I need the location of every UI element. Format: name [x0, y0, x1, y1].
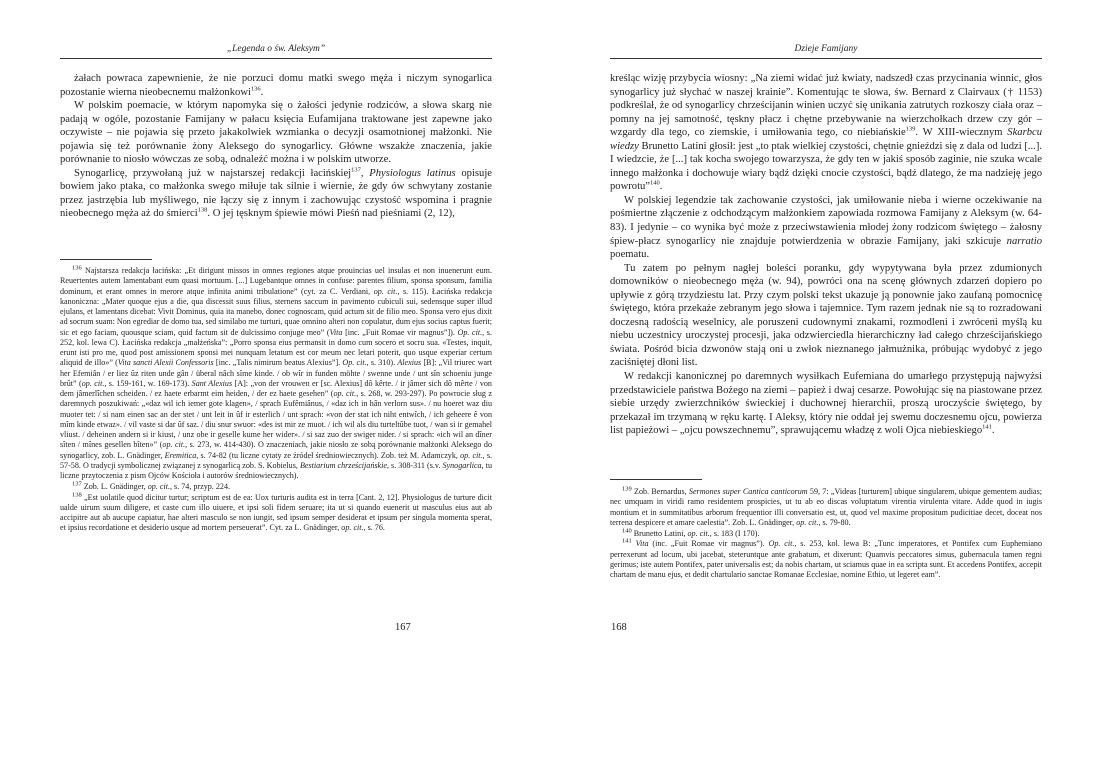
- footnote: [60, 482, 492, 492]
- text-run: (inc. „Fuit Romae vir magnus”).: [648, 539, 769, 549]
- running-head-left: „Legenda o św. Aleksym”: [226, 44, 326, 54]
- text-run: op. cit.: [333, 389, 357, 398]
- paragraph: [610, 194, 1042, 262]
- text-run: [inc. „Fuit Romae vir magnus”]).: [342, 327, 458, 337]
- footnote: [610, 526, 1042, 539]
- paragraph: [610, 72, 1042, 194]
- footnote-marker: 140: [622, 526, 632, 534]
- header-rule-right: [610, 58, 1042, 59]
- footnote: [60, 490, 492, 534]
- text-run: op. cit.: [147, 481, 170, 491]
- text-run: kreśląc wizję przybycia wiosny: „Na ziemi widać już kwiaty, nadszedł czas przycinania winnic, głos synogarlicy już słychać w naszej krainie”. Komentując te słowa, św. Bernard z Clairvaux († 1153) podkreślał, że od synogarlicy chrześcijanin winien uczyć się unikania zatrutych rozkoszy ciała oraz – pomny na jej samotność, tęskny płacz i chętne przebywanie na wierzchołkach drzew czy gór – wzgardy dla tego, co ziemskie, i umiłowania tego, co niebiańskie: [610, 73, 1042, 139]
- page-number-right: 168: [611, 622, 627, 633]
- text-run: Sermones super Cantica canticorum: [688, 487, 808, 496]
- paragraph: [610, 370, 1042, 438]
- text-run: , s. 253, kol. lewa B: „Tunc imperatores, et Pontifex cum Euphemiano perrexerunt ad locum, ubi jacebat, steteruntque ante grabatum, et dixerunt: Quamvis peccatores simus, gubernacula tamen regni gerimus; iste autem Pontifex, pater universalis est; da nobis chartam, ut sciamus quae in ea scripta sunt. Et accedens Pontifex, accepit chartam de manu ejus, et dedit chartulario sanctae Romanae Ecclesiae, nomine Ethio, ut legeret eam”.: [610, 539, 1043, 579]
- right-footnotes: [610, 487, 1042, 581]
- footnote-marker: 137: [351, 166, 361, 174]
- footnote: [610, 487, 1042, 528]
- text-run: 59, 7: „Videas [turturem] ubique singularem, ubique gementem audias; nec umquam in viridi ramo residentem prospicies, ut tu ab eo discas voluptatum virentia virulenta vitare. Adde quod in iugis montium et in summitatibus arborum frequentior illi conversatio est, ut, quod vel maxime propositum pudicitiae decet, doceat nos terrena despicere et amare caelestia”. Zob. L. Gnädinger,: [610, 487, 1042, 527]
- text-run: Synogarlica: [442, 460, 482, 470]
- text-run: Vita: [329, 327, 343, 337]
- footnote-marker: 139: [905, 125, 916, 133]
- text-run: , s. 79-80.: [818, 517, 851, 527]
- text-run: Alexius: [397, 358, 422, 368]
- footnote-marker: 138: [197, 206, 208, 214]
- text-run: W polskiej legendzie tak zachowanie czystości, jak umiłowanie nieba i wierne oczekiwanie na pośmiertne złączenie z odchodzącym małżonkiem zapowiada rozmowa Famijany z Aleksym (w. 64-83). I jedynie – co wynika być może z przeciwstawienia młodej żony rodzicom świętego – żałosny śpiew-płacz synogarlicy nie znajduje potwierdzenia w obrazie Famijany, jaki szkicuje: [610, 194, 1042, 247]
- text-run: ,: [360, 167, 370, 179]
- text-run: , s. 308-311 (s.v.: [386, 460, 443, 470]
- text-run: , s. 252, kol. lewa C). Łacińska redakcja „małżeńska”: „Porro sponsa eius permansit in domo cum socero et socru sua. «Testes, inquit, erunt isti pro me, quod post amissionem sponsi mei nunquam letatum est cor meum nec letari poterit, quo usque experiar certum aliquid de illo»” (: [60, 327, 492, 368]
- text-run: narratio: [1006, 235, 1042, 247]
- text-run: Vita: [635, 539, 649, 549]
- footnote-marker: 138: [72, 490, 82, 498]
- text-run: op. cit.: [341, 523, 364, 533]
- text-run: Op. cit.: [768, 539, 795, 549]
- text-run: op. cit.: [687, 528, 710, 538]
- text-run: .: [260, 86, 264, 98]
- left-footnotes: [60, 266, 492, 534]
- text-run: W redakcji kanonicznej po daremnych wysiłkach Eufemiana do umarłego przystępują najwyżsi przedstawiciele państwa Bożego na ziemi – papież i dwaj cesarze. Powołując się na piastowane przez siebie urzędy zwierzchników świeckiej i duchownej hierarchii, proszą uroczyście świętego, by przekazał im trzymaną w ręku kartę. I Aleksy, który nie oddał jej swemu doczesnemu ojcu, powierza list papieżowi – „ojcu powszechnemu”, sprawującemu władzę z woli Ojca niebieskiego: [610, 371, 1042, 437]
- running-head-right: Dzieje Famijany: [794, 44, 858, 54]
- left-body-text: [60, 72, 492, 221]
- paragraph: [610, 262, 1042, 370]
- text-run: Sant Alexius: [191, 378, 233, 388]
- text-run: , s. 76.: [363, 523, 385, 533]
- text-run: Physiologus latinus: [369, 167, 456, 179]
- footnote-marker: 137: [72, 480, 82, 488]
- paragraph: [60, 167, 492, 221]
- page-number-left: 167: [395, 622, 411, 633]
- text-run: op. cit.: [460, 450, 483, 460]
- text-run: Tu zatem po pełnym nagłej boleści poranku, gdy wypytywana była przez zdumionych domowników o nieobecnego męża (w. 94), powróci ona na scenę głównych zdarzeń dopiero po upływie z górą trzydziestu lat. Przy czym polski tekst ukazuje ją ponownie jako zaufaną pomocnicę świętego, która przekaże zebranym jego słowa i tajemnice. Tym razem jednak nie są to rozradowani doczesną radością weselnicy, ale poruszeni cudownymi znakami, rozmodleni i zwróceni myślą ku niebu uczestnicy uroczystej procesji, jaka odzwierciedla hierarchiczny ład całego chrześcijańskiego świata. Pośród bicia dzwonów stają oni u zwłok nieznanego jałmużnika, próbując wydobyć z jego zaciśniętej dłoni list.: [610, 262, 1042, 369]
- text-run: Bestiarium chrześcijańskie: [299, 460, 387, 470]
- right-body-text: [610, 72, 1042, 438]
- text-run: .: [991, 425, 995, 437]
- footnote-marker: 139: [622, 485, 632, 493]
- text-run: op. cit.: [81, 378, 105, 388]
- text-run: Eremitica: [164, 450, 197, 460]
- text-run: W polskim poemacie, w którym napomyka się o żałości jedynie rodziców, a słowa skarg nie padają w ogóle, pozostanie Famijany w pałacu księcia Eufamijana traktowane jest zapewne jako oczywiste – nie pojawia się przeto jakakolwiek wzmianka o decyzji osamotnionej małżonki. Nie pojawia się też porównanie żony Aleksego do synogarlicy. Główne wszakże znaczenia, jakie porównanie to niosło wówczas ze sobą, odnaleźć można i w polskim utworze.: [60, 100, 492, 166]
- text-run: Brunetto Latini,: [631, 528, 688, 538]
- text-run: Synogarlicę, przywołaną już w najstarszej redakcji łacińskiej: [74, 167, 352, 179]
- text-run: [B]: „Vil triurec wart her Efemiân / er liez ûz riten unde gân / überal nâch sîme kinde. / ob wîr in funden möhte / swenne unde / unt sîn schoeniu junge brût” (: [60, 358, 492, 388]
- text-run: , s. 268, w. 293-297). Po powrocie sług z daremnych poszukiwań: „«daz wil ich iemer gote klagen», / sprach Eufêmiânus, / «daz ich in hân verlorn sus». / nu hoeret waz diu muoter tet: / si nam einen sac an der stet / unt leit in ûf ir esterlich / unt sprach: «von der stat ich niht entwîch, / ich geheere ê von mîm kinde etwaz». / vil vaste si dar ûf saz. / diu snur swuor: «des ist mir ze muot. / ich wil als diu turteltûbe tuot, / wan si ir gemahel vliust. / deheinen andern si ir kiust, / unz obe ir geselle kume her wider». / si saz zuo der swiger nider. / si sprach: «ich wil an dîner sîten / mînes gesellen bîten»” (: [60, 389, 492, 450]
- text-run: poematu.: [610, 249, 650, 261]
- footnote-rule-left: [60, 259, 152, 260]
- text-run: op. cit.: [796, 517, 819, 527]
- text-run: . W XIII-wiecznym: [915, 127, 1008, 139]
- footnote-marker: 136: [250, 85, 261, 93]
- footnote: [60, 266, 492, 481]
- text-run: Op. cit.: [342, 358, 367, 368]
- text-run: Op. cit.: [457, 327, 483, 337]
- text-run: żałach powraca zapewnienie, że nie porzuci domu matki swego męża i niczym synogarlica pozostanie wierna nieobecnemu małżonkowi: [60, 73, 492, 98]
- text-run: Skarbcu wiedzy: [610, 127, 1043, 152]
- footnote-marker: 136: [72, 264, 82, 272]
- text-run: „Est uolatile quod dicitur turtur; scriptum est de ea: Uox turturis audita est in terra [Cant. 2, 12]. Physiologus de turture dicit ualde uirum suum diligere, et caste cum illo uiuere, et ipsi soli fidem seruare; ita ut si quando euenerit ut masculus eius aut ab accipitre aut ab aucupe capiatur, hae alteri masculo se non iungit, sed ipsum semper desiderat et ipsum per singula momenta sperat, et ipsius recordatione et desiderio usque ad mortem perseuerat”. Cyt. za L. Gnädinger,: [60, 492, 492, 533]
- footnote-marker: 140: [650, 179, 660, 187]
- footnote: [610, 539, 1042, 580]
- text-run: . O jej tęsknym śpiewie mówi Pieśń nad pieśniami (2, 12),: [207, 208, 455, 220]
- text-run: opisuje bowiem jako ptaka, co małżonka swego miłuje tak silnie i wiernie, że gdy ów schwytany zostanie przez jastrzębia lub myśliwego, nie łączy się z innym i zachowując czystość wspomina i pragnie nieobecnego męża aż do śmierci: [60, 167, 492, 220]
- text-run: , s. 57-58. O tradycji symbolicznej związanej z synogarlicą zob. S. Kobielus,: [60, 450, 492, 470]
- text-run: [A]: „von der vrouwen er [sc. Alexius] dô kêrte. / ir jâmer sich dô mêrte / von dem jâmerlîchen scheiden. / ez haete erbarmt eim heiden, / der ez haete gesehen” (: [60, 378, 492, 398]
- text-run: , s. 310).: [366, 358, 398, 368]
- text-run: Brunetto Latini głosił: jest „to ptak wielkiej czystości, chętnie gnieździ się z dala od ludzi [...]. I wiedzcie, że [...] tak kocha swojego towarzysza, że gdy ten w jakiś sposób zaginie, nie szuka wcale innego małżonka i dochowuje wiary bądź dzięki cnocie czystości, bądź dlatego, że ma nadzieję jego powrotu”: [610, 140, 1042, 193]
- text-run: op. cit.: [162, 440, 186, 450]
- text-run: , s. 74-82 (tu liczne cytaty ze źródeł średniowiecznych). Zob. też M. Adamczyk,: [196, 450, 461, 460]
- header-rule-left: [60, 58, 492, 59]
- text-run: , s. 273, w. 414-430). O znaczeniach, jakie niosło ze sobą porównanie małżonki Aleksego do synogarlicy, zob. L. Gnädinger,: [60, 440, 492, 460]
- text-run: Zob. Bernardus,: [631, 487, 689, 496]
- paragraph: [60, 72, 492, 99]
- text-run: , s. 183 (I 170).: [709, 528, 760, 538]
- text-run: , s. 74, przyp. 224.: [170, 481, 231, 491]
- paragraph: [60, 99, 492, 167]
- footnote-marker: 141: [982, 423, 992, 431]
- footnote-marker: 141: [622, 537, 632, 545]
- text-run: , s. 159-161, w. 169-173).: [104, 378, 192, 388]
- text-run: .: [659, 181, 663, 193]
- footnote-rule-right: [610, 479, 702, 480]
- right-page: [550, 0, 1100, 777]
- text-run: Zob. L. Gnädinger,: [81, 481, 148, 491]
- text-run: , s. 115). Łacińska redakcja kanoniczna: „Mater quoque ejus a die, qua discessit suus filius, sternens saccum in pavimento cubiculi sui, sedensque super illud ejulans, et lamentans dicebat: Vivit Dominus, quia ita manebo, donec cognoscam, quid actum sit de filio meo. Sponsa vero ejus dixit ad socrum suam: Non egrediar de domo tua, sed similabo me turturi, quae omnino alteri non copulatur, dum ejus socius captus fuerit; sic et ego faciam, quousque sciam, quid factum sit de dulcissimo conjuge meo” (: [60, 286, 492, 337]
- text-run: op. cit.: [373, 286, 398, 296]
- text-run: Vita sancti Alexii Confessoris: [117, 358, 214, 368]
- text-run: [inc. „Talis nimirum beatus Alexius”].: [213, 358, 343, 368]
- text-run: , tu liczne przytoczenia z pism Ojców Kościoła i autorów średniowiecznych).: [60, 460, 492, 480]
- text-run: Najstarsza redakcja łacińska: „Et dirigunt missos in omnes regiones atque prouincias uel insulas et non inuenerunt eum. Reuertentes autem lamentabant eum quasi mortuum. [...] Lugebantque omnes in confuse: parentes filium, sponsa sponsum, familia dominum, et erant omnes in merore atque infinita animi tribulatione” (cyt. za C. Verdiani,: [60, 266, 492, 296]
